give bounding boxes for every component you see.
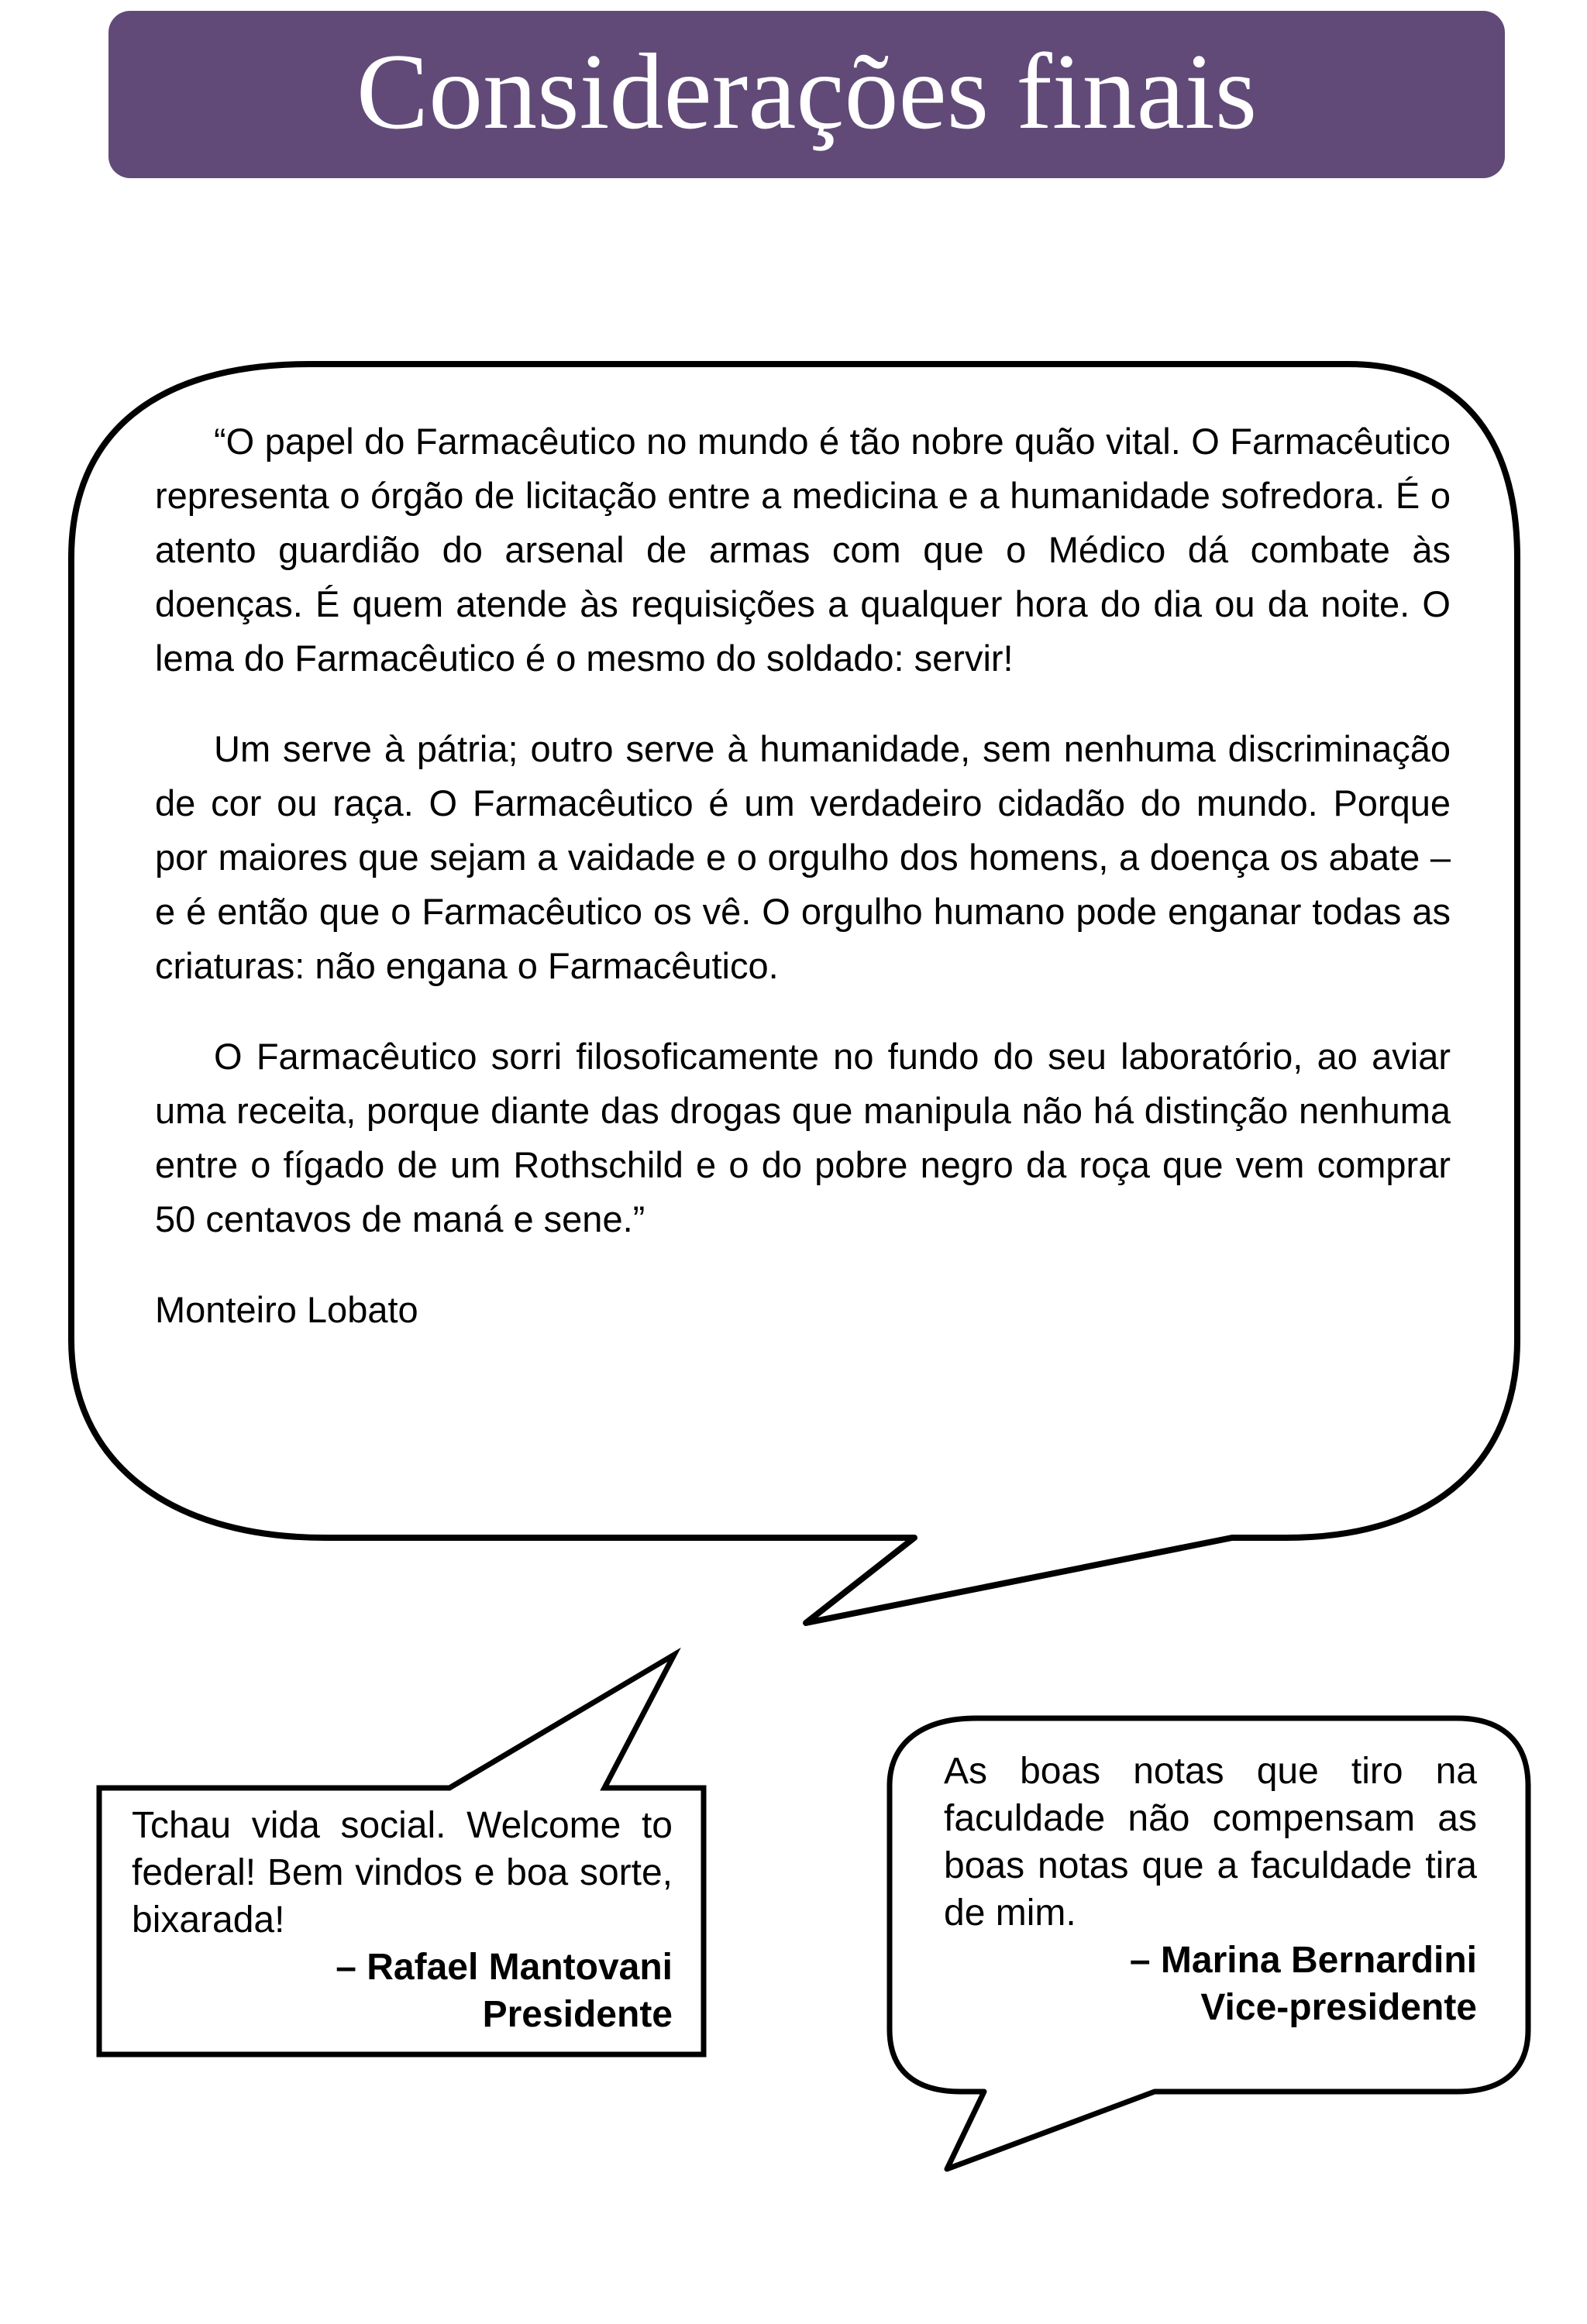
quote-paragraph-3: O Farmacêutico sorri filosoficamente no fundo do seu laboratório, ao aviar uma receita, porque diante das drogas que manipula não há distinção nenhuma entre o fígado de um Rothschild e o do pobre negro da roça que vem comprar 50 centavos de maná e sene.”	[155, 1036, 1451, 1239]
vice-president-name: – Marina Bernardini	[1129, 1940, 1477, 1981]
vice-president-role: Vice-presidente	[1200, 1987, 1477, 2028]
vice-president-quote	[944, 1748, 1477, 2031]
president-quote-text: Tchau vida social. Welcome to federal! Bem vindos e boa sorte, bixarada!	[132, 1805, 673, 1941]
vice-president-quote-text: As boas notas que tiro na faculdade não compensam as boas notas que a faculdade tira de mim.	[944, 1751, 1477, 1934]
president-quote	[132, 1802, 673, 2038]
quote-author: Monteiro Lobato	[155, 1289, 418, 1330]
main-quote	[155, 414, 1451, 1373]
president-role: Presidente	[482, 1994, 673, 2035]
president-name: – Rafael Mantovani	[336, 1947, 673, 1988]
quote-paragraph-2: Um serve à pátria; outro serve à humanidade, sem nenhuma discriminação de cor ou raça. O Farmacêutico é um verdadeiro cidadão do mundo. Porque por maiores que sejam a vaidade e o orgulho dos homens, a doença os abate – e é então que o Farmacêutico os vê. O orgulho humano pode enganar todas as criaturas: não engana o Farmacêutico.	[155, 728, 1451, 986]
quote-paragraph-1: “O papel do Farmacêutico no mundo é tão nobre quão vital. O Farmacêutico representa o órgão de licitação entre a medicina e a humanidade sofredora. É o atento guardião do arsenal de armas com que o Médico dá combate às doenças. É quem atende às requisições a qualquer hora do dia ou da noite. O lema do Farmacêutico é o mesmo do soldado: servir!	[155, 421, 1451, 679]
page-title: Considerações finais	[356, 32, 1258, 152]
